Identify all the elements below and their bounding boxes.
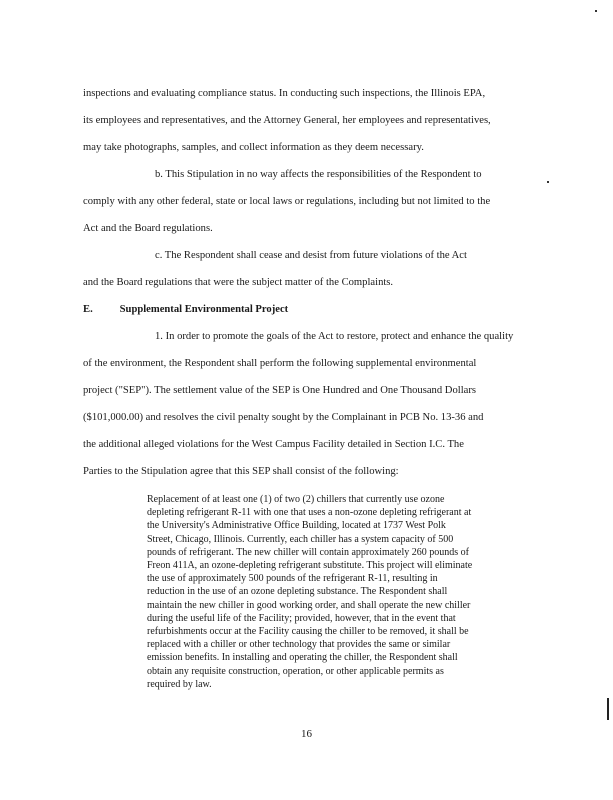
body-line: Act and the Board regulations.	[83, 223, 213, 234]
section-label: E.	[83, 304, 93, 315]
block-quote-line: Replacement of at least one (1) of two (2) chillers that currently use ozone	[147, 494, 445, 505]
body-line: may take photographs, samples, and collect information as they deem necessary.	[83, 142, 424, 153]
block-quote-line: refurbishments occur at the Facility causing the chiller to be removed, it shall be	[147, 626, 469, 638]
block-quote-line: pounds of refrigerant. The new chiller will contain approximately 260 pounds of	[147, 546, 469, 558]
block-quote-line: Freon 411A, an ozone-depleting refrigerant substitute. This project will eliminate	[147, 560, 473, 572]
block-quote-line: emission benefits. In installing and operating the chiller, the Respondent shall	[147, 652, 458, 664]
body-line: and the Board regulations that were the subject matter of the Complaints.	[83, 277, 394, 288]
scan-speck	[595, 10, 597, 12]
paragraph-line: ($101,000.00) and resolves the civil penalty sought by the Complainant in PCB No. 13-36 and	[83, 412, 484, 423]
page-number: 16	[301, 728, 312, 740]
body-line: its employees and representatives, and the Attorney General, her employees and representatives,	[83, 115, 491, 126]
block-quote-line: depleting refrigerant R-11 with one that uses a non-ozone depleting refrigerant at	[147, 507, 472, 519]
paragraph-line: of the environment, the Respondent shall perform the following supplemental environmental	[83, 358, 477, 369]
block-quote	[147, 493, 532, 691]
block-quote-line: during the useful life of the Facility; provided, however, that in the event that	[147, 612, 456, 624]
block-quote-line: reduction in the use of an ozone depleting substance. The Respondent shall	[147, 586, 448, 598]
scan-speck	[547, 181, 549, 183]
block-quote-line: obtain any requisite construction, operation, or other applicable permits as	[147, 665, 444, 677]
block-quote-line: maintain the new chiller in good working order, and shall operate the new chiller	[147, 599, 471, 611]
body-line: b. This Stipulation in no way affects the responsibilities of the Respondent to	[155, 169, 482, 180]
body-line: c. The Respondent shall cease and desist from future violations of the Act	[155, 250, 467, 261]
section-heading	[83, 303, 533, 316]
block-quote-line: replaced with a chiller or other technology that provides the same or similar	[147, 639, 451, 651]
body-line: inspections and evaluating compliance status. In conducting such inspections, the Illinois EPA,	[83, 88, 486, 99]
paragraph-line: the additional alleged violations for the West Campus Facility detailed in Section I.C. The	[83, 439, 464, 450]
section-title: Supplemental Environmental Project	[119, 304, 289, 315]
scan-edge-mark	[607, 698, 609, 720]
block-quote-line: the University's Administrative Office Building, located at 1737 West Polk	[147, 520, 446, 532]
block-quote-line: Street, Chicago, Illinois. Currently, each chiller has a system capacity of 500	[147, 533, 454, 545]
body-line: comply with any other federal, state or local laws or regulations, including but not limited to the	[83, 196, 491, 207]
block-quote-line: the use of approximately 500 pounds of the refrigerant R-11, resulting in	[147, 573, 438, 585]
paragraph-line: Parties to the Stipulation agree that this SEP shall consist of the following:	[83, 466, 399, 477]
paragraph-line: project ("SEP"). The settlement value of the SEP is One Hundred and One Thousand Dollars	[83, 385, 476, 396]
block-quote-line: required by law.	[147, 678, 212, 690]
paragraph-line: 1. In order to promote the goals of the Act to restore, protect and enhance the quality	[155, 331, 514, 342]
